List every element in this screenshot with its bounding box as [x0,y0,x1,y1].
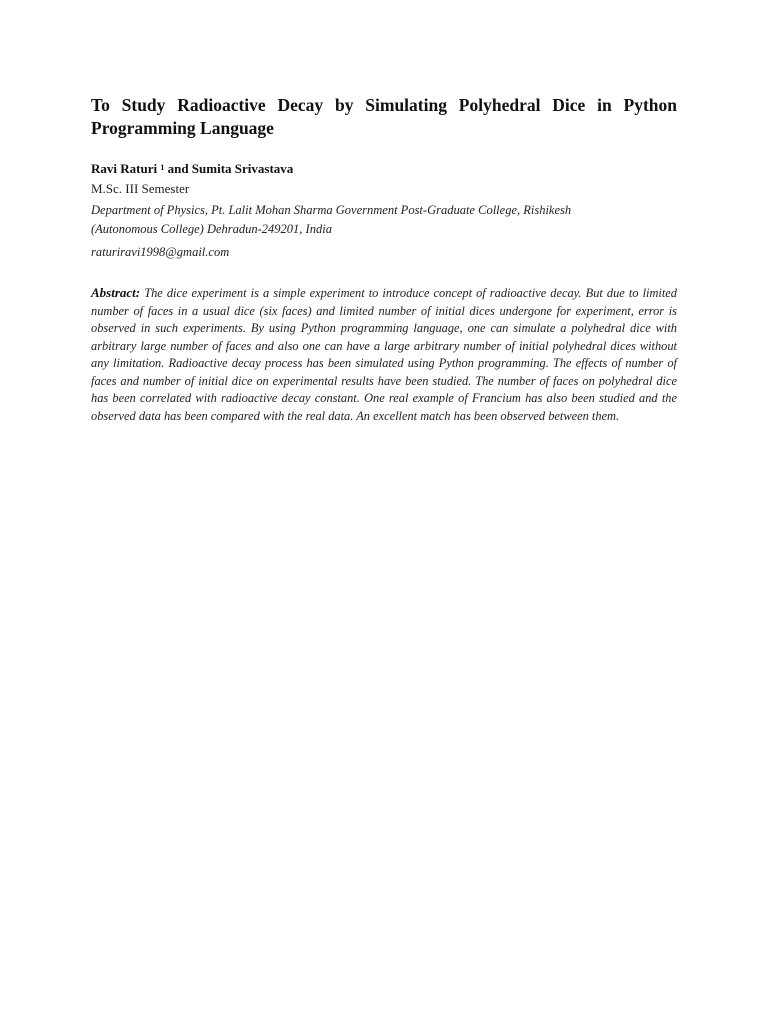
author-email: raturiravi1998@gmail.com [91,245,230,259]
affiliation-mark: 1 [160,163,165,172]
paper-title: To Study Radioactive Decay by Simulating Polyhedral Dice in Python Programming Language [91,95,677,138]
affiliation-line-2: (Autonomous College) Dehradun-249201, India [91,222,332,236]
author-line [91,160,677,178]
abstract-text: The dice experiment is a simple experiment to introduce concept of radioactive decay. But due to limited number of faces in a usual dice (six faces) and limited number of initial dices undergone for experiment, error is observed in such experiments. By using Python programming language, one can simulate a polyhedral dice with arbitrary large number of faces and also one can have a large arbitrary number of initial polyhedral dices without any limitation. Radioactive decay process has been simulated using Python programming. The effects of number of faces and number of initial dice on experimental results have been studied. The number of faces on polyhedral dice has been correlated with radioactive decay constant. One real example of Francium has also been studied and the observed data has been compared with the real data. An excellent match has been observed between them. [91,286,677,423]
first-author: Ravi Raturi [91,161,158,176]
paper-front-matter [91,94,677,437]
abstract-paragraph [91,284,677,425]
affiliation [91,201,677,239]
affiliation-line-1: Department of Physics, Pt. Lalit Mohan Sharma Government Post-Graduate College, Rishikesh [91,203,572,217]
abstract-label: Abstract: [91,285,141,300]
program-line: M.Sc. III Semester [91,181,190,196]
co-author: and Sumita Srivastava [167,161,294,176]
